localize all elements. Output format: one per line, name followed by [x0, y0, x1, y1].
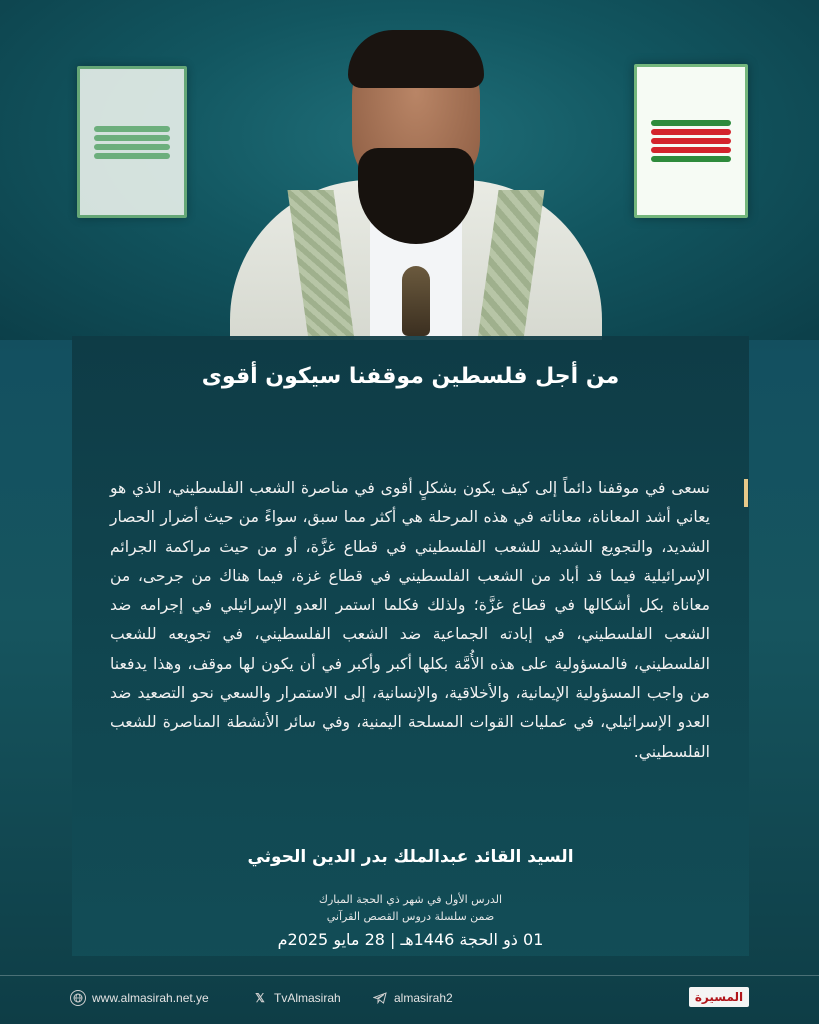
source-line-2: ضمن سلسلة دروس القصص القرآني — [326, 910, 495, 923]
hero-image — [0, 0, 819, 340]
right-banner — [634, 64, 748, 218]
source-line-1: الدرس الأول في شهر ذي الحجة المبارك — [318, 893, 503, 906]
telegram-handle: almasirah2 — [394, 991, 453, 1005]
page-title: من أجل فلسطين موقفنا سيكون أقوى — [201, 364, 620, 389]
website-text: www.almasirah.net.ye — [92, 991, 209, 1005]
almasirah-logo: المسيرة — [689, 987, 749, 1007]
x-link[interactable] — [252, 990, 341, 1006]
telegram-link[interactable] — [372, 990, 453, 1006]
x-icon: 𝕏 — [255, 991, 265, 1005]
globe-icon — [70, 990, 86, 1006]
telegram-icon — [372, 990, 388, 1006]
date-line: 01 ذو الحجة 1446هـ | 28 مايو 2025م — [277, 930, 544, 949]
speaker-portrait — [230, 30, 602, 340]
quote-marker — [744, 479, 748, 507]
quote-text: نسعى في موقفنا دائماً إلى كيف يكون بشكلٍ أقوى في مناصرة الشعب الفلسطيني، الذي هو يعاني أشد المعاناة، معاناته في هذه المرحلة هي أكثر مما سبق، سواءً من حيث أضرار الحصار الشديد، والتجويع الشديد للشعب الفلسطيني في قطاع غزَّة، أو من حيث مراكمة الجرائم الإسرائيلية فيما قد أباد من الشعب الفلسطيني في قطاع غزة، فيما هناك من جرحى، من معاناة بكل أشكالها في قطاع غزَّة؛ ولذلك فكلما استمر العدو الإسرائيلي في إجرامه ضد الشعب الفلسطيني، في إبادته الجماعية ضد الشعب الفلسطيني، في تجويعه للشعب الفلسطيني، فالمسؤولية على هذه الأُمَّة بكلها أكبر وأكبر في أن يكون لها موقف، وهذا يدفعنا من واجب المسؤولية الإيمانية، والأخلاقية، والإنسانية، إلى الاستمرار والسعي نحو التصعيد ضد العدو الإسرائيلي، في عمليات القوات المسلحة اليمنية، وفي سائر الأنشطة المناصرة للشعب الفلسطيني. — [110, 479, 710, 761]
x-handle: TvAlmasirah — [274, 991, 341, 1005]
author-name: السيد القائد عبدالملك بدر الدين الحوثي — [247, 847, 574, 867]
website-link[interactable] — [70, 990, 209, 1006]
left-banner — [77, 66, 187, 218]
